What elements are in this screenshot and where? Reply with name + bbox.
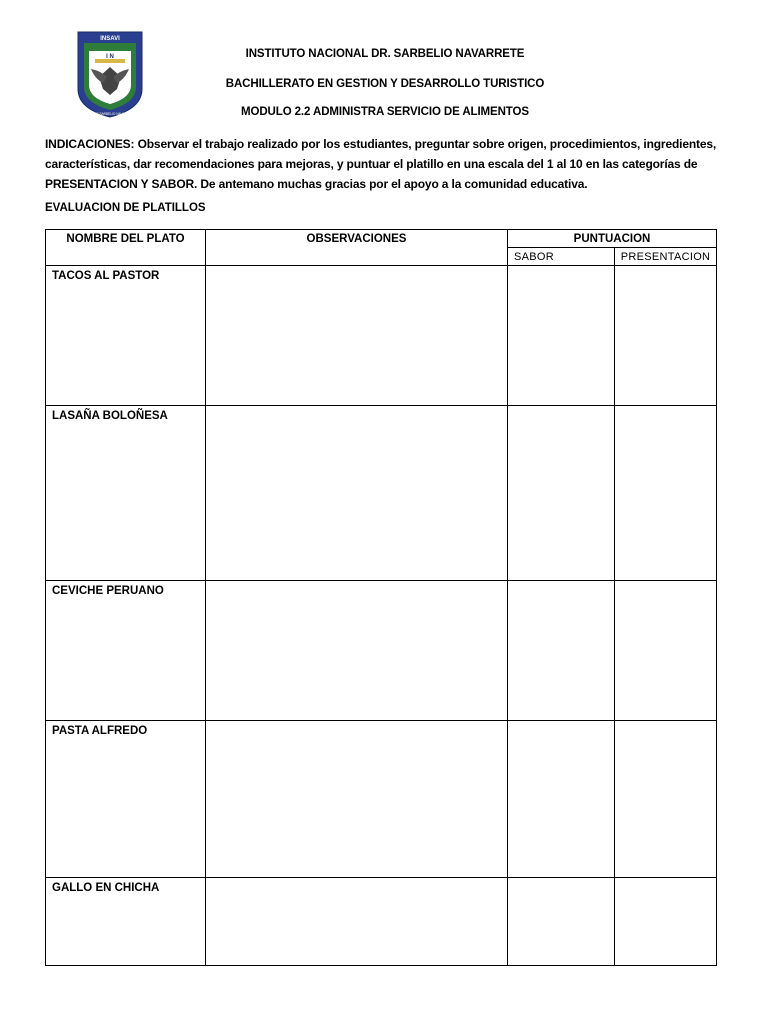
header-presentation: PRESENTACION bbox=[615, 248, 717, 266]
flavor-score-cell[interactable] bbox=[508, 406, 615, 581]
table-row bbox=[46, 581, 717, 721]
program-name: BACHILLERATO EN GESTION Y DESARROLLO TURISTICO bbox=[225, 78, 545, 90]
evaluation-table bbox=[45, 229, 717, 966]
instructions-text: INDICACIONES: Observar el trabajo realizado por los estudiantes, preguntar sobre origen, procedimientos, ingredientes, características, dar recomendaciones para mejoras, y puntuar el platillo en una escala del 1 al 10 en las categorías de PRESENTACION Y SABOR. De antemano muchas gracias por el apoyo a la comunidad educativa. bbox=[45, 137, 717, 191]
flavor-score-cell[interactable] bbox=[508, 266, 615, 406]
logo-ring-text: DOCTOR SARBELIO NAVARRETE bbox=[84, 112, 136, 116]
header-observations: OBSERVACIONES bbox=[206, 230, 508, 266]
dish-name: CEVICHE PERUANO bbox=[46, 581, 206, 721]
institution-name: INSTITUTO NACIONAL DR. SARBELIO NAVARRETE bbox=[245, 48, 525, 60]
observations-cell[interactable] bbox=[206, 266, 508, 406]
observations-cell[interactable] bbox=[206, 721, 508, 878]
presentation-score-cell[interactable] bbox=[615, 721, 717, 878]
presentation-score-cell[interactable] bbox=[615, 581, 717, 721]
table-row bbox=[46, 266, 717, 406]
flavor-score-cell[interactable] bbox=[508, 878, 615, 966]
observations-cell[interactable] bbox=[206, 878, 508, 966]
dish-name: TACOS AL PASTOR bbox=[46, 266, 206, 406]
table-row bbox=[46, 878, 717, 966]
school-shield-logo bbox=[77, 31, 143, 118]
presentation-score-cell[interactable] bbox=[615, 878, 717, 966]
section-title: EVALUACION DE PLATILLOS bbox=[45, 202, 206, 214]
presentation-score-cell[interactable] bbox=[615, 406, 717, 581]
logo-acronym: INSAVI bbox=[100, 36, 120, 42]
flavor-score-cell[interactable] bbox=[508, 581, 615, 721]
presentation-score-cell[interactable] bbox=[615, 266, 717, 406]
header-dish-name: NOMBRE DEL PLATO bbox=[46, 230, 206, 266]
dish-name: LASAÑA BOLOÑESA bbox=[46, 406, 206, 581]
flavor-score-cell[interactable] bbox=[508, 721, 615, 878]
dish-name: GALLO EN CHICHA bbox=[46, 878, 206, 966]
table-row bbox=[46, 721, 717, 878]
header-flavor: SABOR bbox=[508, 248, 615, 266]
observations-cell[interactable] bbox=[206, 581, 508, 721]
logo-letters: I N bbox=[106, 54, 114, 60]
observations-cell[interactable] bbox=[206, 406, 508, 581]
module-name: MODULO 2.2 ADMINISTRA SERVICIO DE ALIMENTOS bbox=[241, 106, 529, 118]
dish-name: PASTA ALFREDO bbox=[46, 721, 206, 878]
header-score: PUNTUACION bbox=[508, 230, 717, 248]
table-row bbox=[46, 406, 717, 581]
